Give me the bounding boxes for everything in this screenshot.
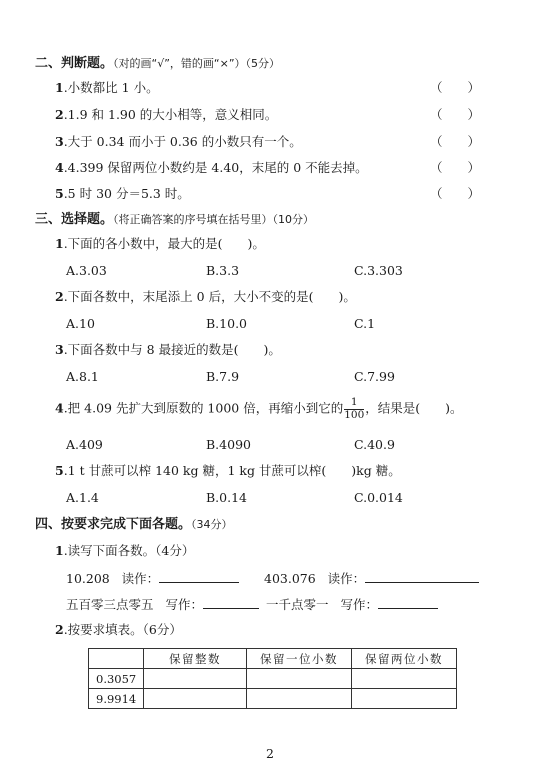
option-b: B.7.9 — [206, 369, 240, 384]
read-item-1 — [66, 572, 239, 586]
table-header-cell: 保留两位小数 — [352, 649, 457, 669]
option-b: B.10.0 — [206, 316, 247, 331]
item-number: 2 — [55, 107, 64, 122]
question-text: .下面的各小数中，最大的是( )。 — [63, 236, 265, 251]
question-text: .1 t 甘蔗可以榨 140 kg 糖，1 kg 甘蔗可以榨( )kg 糖。 — [63, 463, 401, 478]
item-number: 4 — [55, 160, 64, 175]
table-header-cell — [89, 649, 144, 669]
question-number: 1 — [55, 236, 64, 251]
choice-question-5 — [55, 465, 401, 478]
table-row — [89, 689, 457, 709]
item-text: .1.9 和 1.90 的大小相等，意义相同。 — [63, 107, 278, 122]
option-c: C.40.9 — [354, 437, 395, 452]
item-text: .4.399 保留两位小数约是 4.40，末尾的 0 不能去掉。 — [63, 160, 368, 175]
answer-paren-5[interactable]: （ ） — [430, 186, 481, 201]
words-to-write: 五百零三点零五 — [66, 597, 154, 612]
option-c: C.0.014 — [354, 490, 403, 505]
judge-item-2 — [55, 109, 277, 122]
item-number: 5 — [55, 186, 64, 201]
choice-question-4 — [55, 397, 463, 421]
item-number: 1 — [55, 80, 64, 95]
answer-paren-4[interactable]: （ ） — [430, 160, 481, 175]
section-2-note: （对的画“√”，错的画“×”）（5分） — [113, 57, 281, 70]
choice-question-2 — [55, 291, 356, 304]
write-label: 写作： — [340, 597, 378, 612]
choice-question-1 — [55, 238, 265, 251]
table-cell-number: 9.9914 — [89, 689, 144, 709]
section-3-note: （将正确答案的序号填在括号里）（10分） — [113, 213, 315, 226]
option-c: C.1 — [354, 316, 376, 331]
option-a: A.1.4 — [66, 490, 99, 505]
table-answer-cell[interactable] — [144, 689, 247, 709]
option-c: C.7.99 — [354, 369, 395, 384]
number-to-read: 10.208 — [66, 571, 110, 586]
section-2-heading — [35, 57, 280, 70]
question-number: 2 — [55, 289, 64, 304]
read-label: 读作： — [121, 571, 160, 586]
section-3-title: 三、选择题。 — [35, 212, 114, 227]
choice-question-3 — [55, 344, 281, 357]
answer-paren-1[interactable]: （ ） — [430, 80, 481, 95]
question-number: 2 — [55, 622, 64, 637]
section-4-heading — [35, 518, 233, 531]
option-a: A.409 — [66, 437, 103, 452]
write-item-2 — [266, 598, 438, 612]
rounding-table — [88, 648, 457, 709]
words-to-write: 一千点零一 — [266, 597, 329, 612]
read-write-question — [55, 545, 194, 558]
judge-item-1 — [55, 82, 159, 95]
fraction-one-hundredth — [344, 397, 364, 421]
write-item-1 — [66, 598, 259, 612]
table-header-cell: 保留一位小数 — [247, 649, 352, 669]
question-number: 3 — [55, 342, 64, 357]
answer-paren-3[interactable]: （ ） — [430, 134, 481, 149]
option-a: A.8.1 — [66, 369, 99, 384]
option-b: B.0.14 — [206, 490, 247, 505]
question-number: 4 — [55, 400, 64, 416]
answer-blank[interactable] — [365, 572, 479, 583]
section-4-note: （34分） — [191, 518, 233, 531]
option-b: B.3.3 — [206, 263, 240, 278]
item-text: .大于 0.34 而小于 0.36 的小数只有一个。 — [63, 134, 302, 149]
section-2-title: 二、判断题。 — [35, 56, 114, 71]
table-answer-cell[interactable] — [352, 669, 457, 689]
table-header-cell: 保留整数 — [144, 649, 247, 669]
question-text: .把 4.09 先扩大到原数的 1000 倍，再缩小到它的 — [63, 400, 344, 416]
table-header-row — [89, 649, 457, 669]
page-number: 2 — [266, 746, 274, 761]
table-answer-cell[interactable] — [352, 689, 457, 709]
option-b: B.4090 — [206, 437, 251, 452]
option-c: C.3.303 — [354, 263, 403, 278]
judge-item-4 — [55, 162, 368, 175]
question-number: 1 — [55, 543, 64, 558]
judge-item-5 — [55, 188, 190, 201]
fill-table-question — [55, 624, 182, 637]
read-label: 读作： — [327, 571, 366, 586]
write-label: 写作： — [165, 597, 203, 612]
judge-item-3 — [55, 136, 302, 149]
question-text: .下面各数中，末尾添上 0 后，大小不变的是( )。 — [63, 289, 356, 304]
option-a: A.10 — [66, 316, 95, 331]
table-cell-number: 0.3057 — [89, 669, 144, 689]
question-text: .读写下面各数。（4分） — [63, 543, 195, 558]
question-text: .下面各数中与 8 最接近的数是( )。 — [63, 342, 281, 357]
answer-blank[interactable] — [378, 598, 438, 609]
table-answer-cell[interactable] — [247, 669, 352, 689]
fraction-denominator: 100 — [344, 408, 365, 421]
item-number: 3 — [55, 134, 64, 149]
table-answer-cell[interactable] — [144, 669, 247, 689]
option-a: A.3.03 — [66, 263, 107, 278]
read-item-2 — [264, 572, 479, 586]
answer-blank[interactable] — [159, 572, 239, 583]
section-4-title: 四、按要求完成下面各题。 — [35, 517, 192, 532]
question-text: .按要求填表。（6分） — [63, 622, 182, 637]
item-text: .5 时 30 分＝5.3 时。 — [63, 186, 190, 201]
question-number: 5 — [55, 463, 64, 478]
table-answer-cell[interactable] — [247, 689, 352, 709]
section-3-heading — [35, 213, 314, 226]
item-text: .小数都比 1 小。 — [63, 80, 159, 95]
table-row — [89, 669, 457, 689]
number-to-read: 403.076 — [264, 571, 316, 586]
question-text-tail: ，结果是( )。 — [365, 400, 463, 416]
fraction-numerator: 1 — [344, 397, 364, 410]
answer-blank[interactable] — [203, 598, 259, 609]
answer-paren-2[interactable]: （ ） — [430, 107, 481, 122]
